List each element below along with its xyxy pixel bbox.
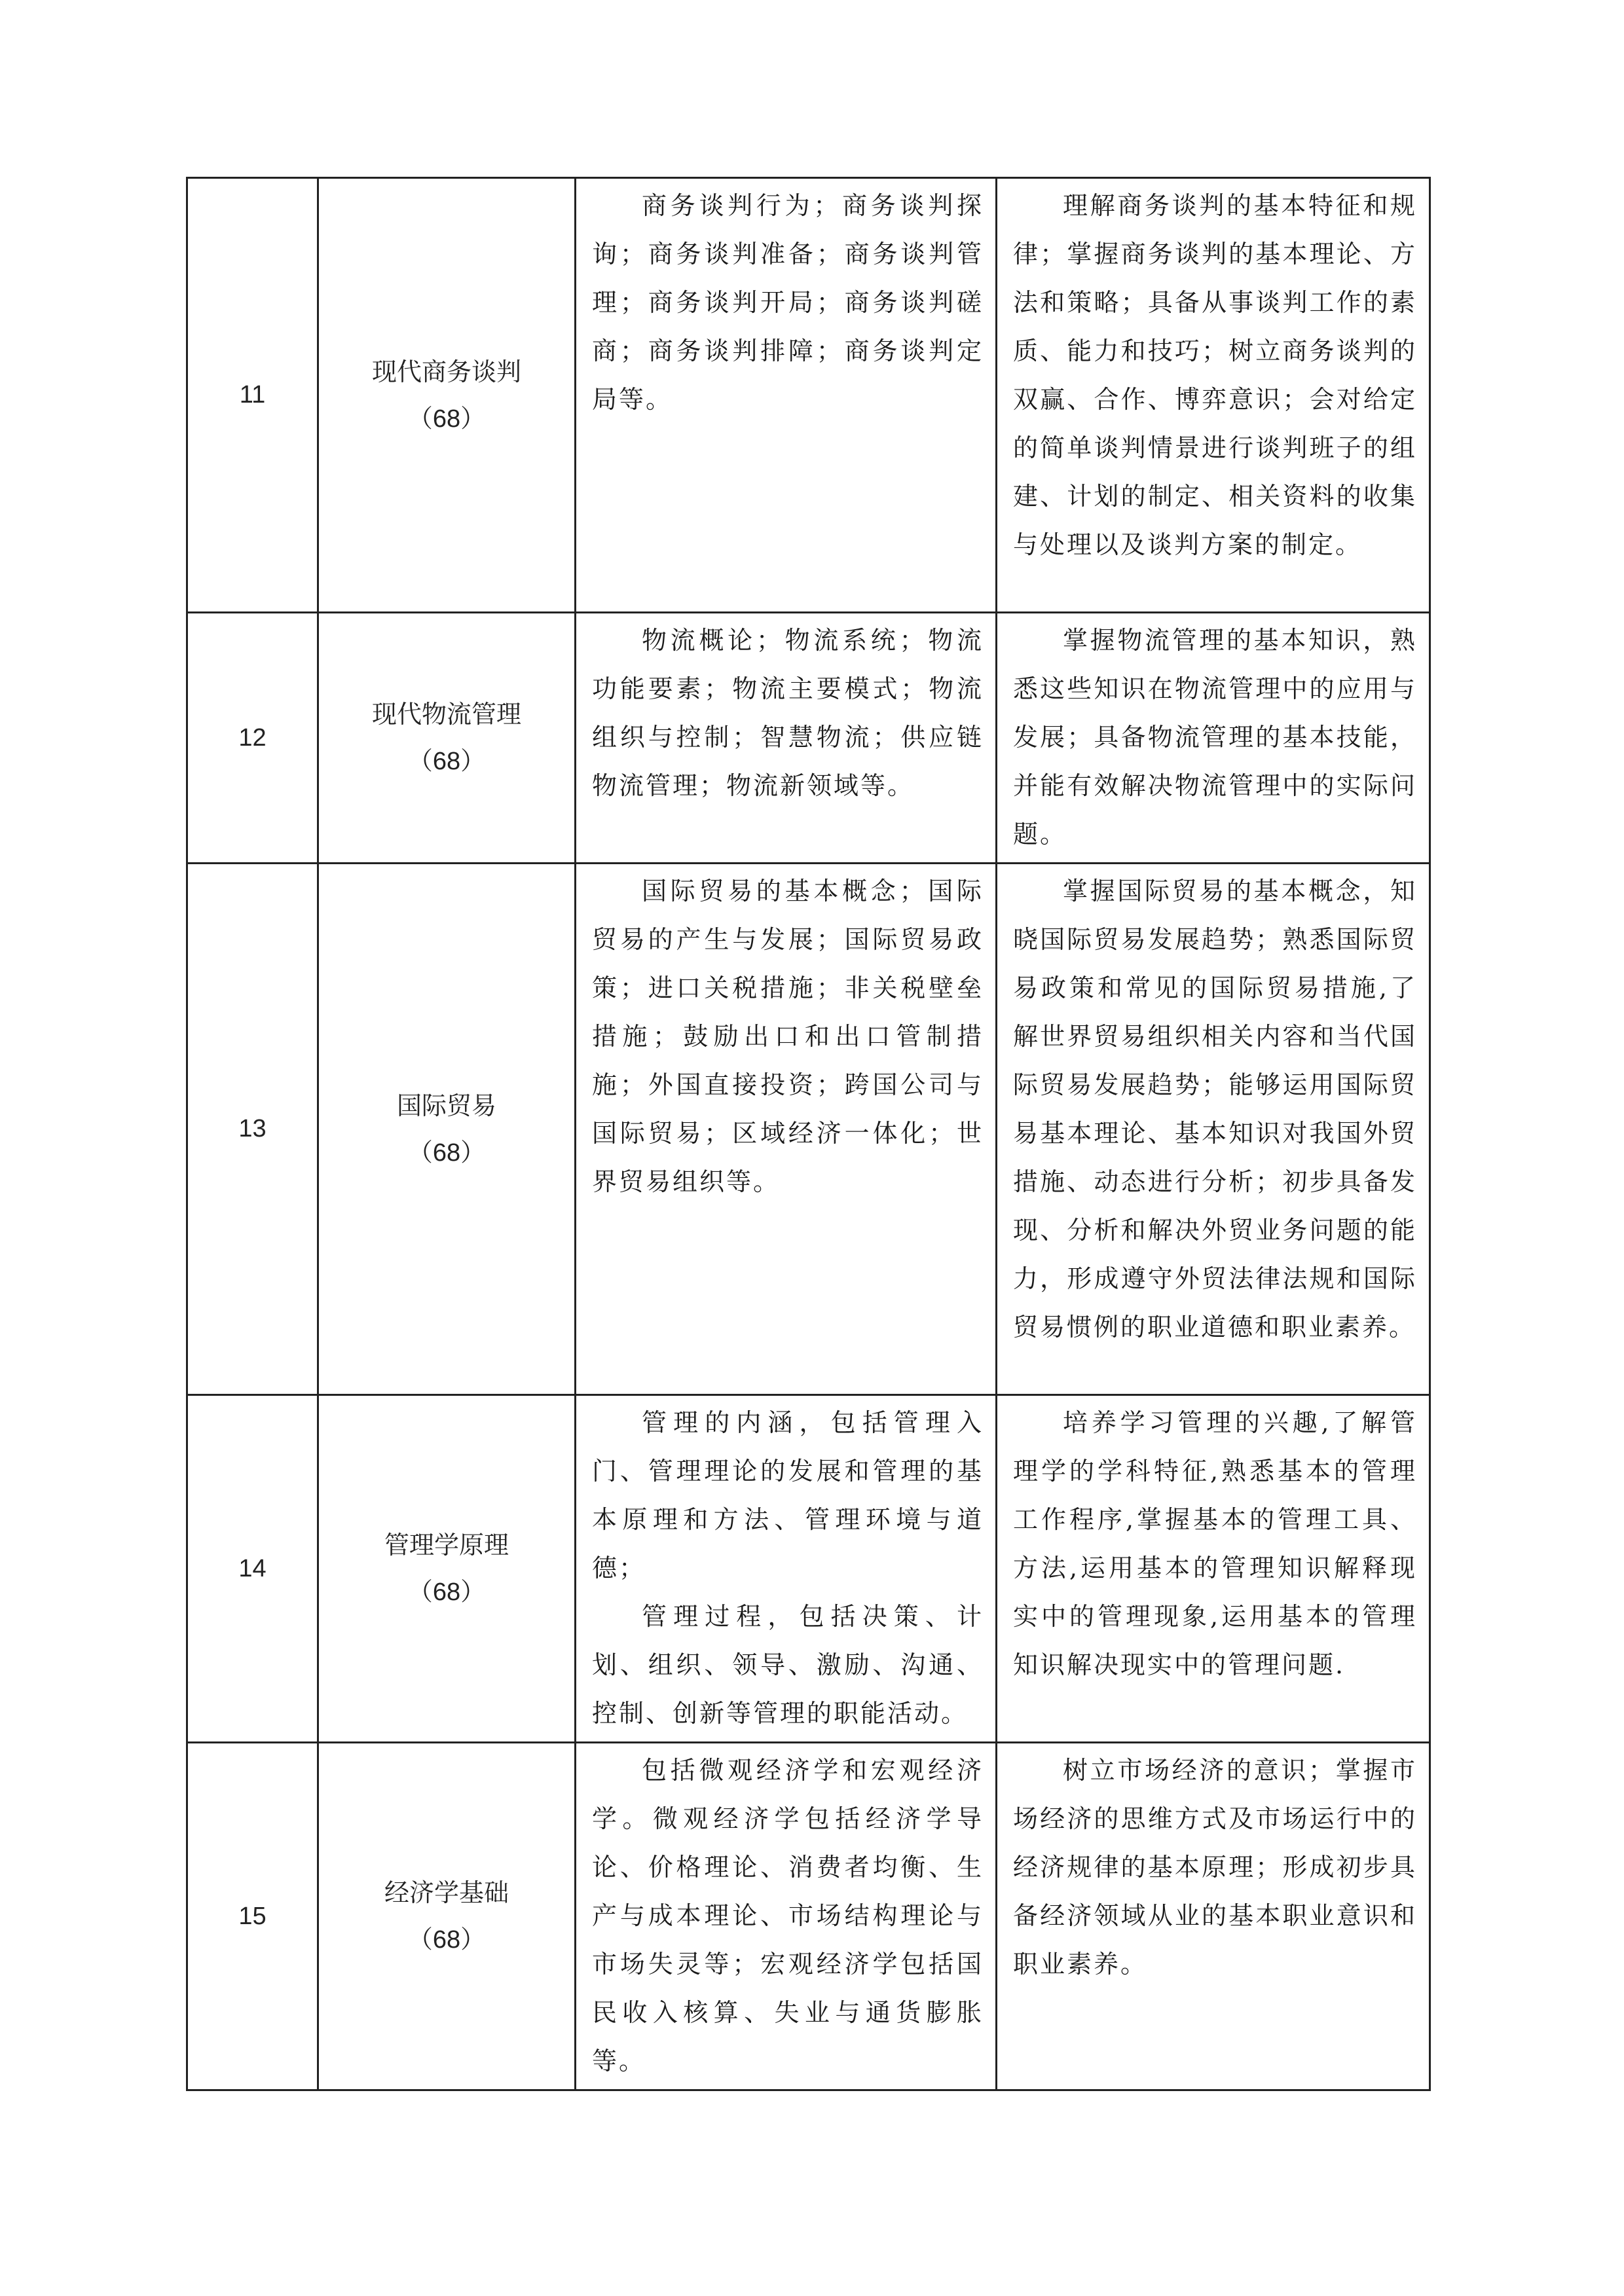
course-goal-text: 树立市场经济的意识；掌握市场经济的思维方式及市场运行中的经济规律的基本原理；形成初步具备经济领域从业的基本职业意识和职业素养。: [1013, 1756, 1417, 1978]
course-content-text: 物流概论；物流系统；物流功能要素；物流主要模式；物流组织与控制；智慧物流；供应链物流管理；物流新领域等。: [592, 626, 984, 800]
course-content-text: 包括微观经济学和宏观经济学。微观经济学包括经济学导论、价格理论、消费者均衡、生产与成本理论、市场结构理论与市场失灵等；宏观经济学包括国民收入核算、失业与通货膨胀等。: [592, 1756, 984, 2075]
course-name: 现代物流管理: [371, 700, 521, 729]
course-hours: （68）: [407, 405, 486, 433]
course-number-cell: [187, 613, 318, 864]
course-goal-text: 掌握物流管理的基本知识，熟悉这些知识在物流管理中的应用与发展；具备物流管理的基本技能，并能有效解决物流管理中的实际问题。: [1013, 626, 1417, 848]
course-number: 15: [238, 1902, 267, 1930]
course-name-cell: [318, 178, 576, 613]
course-goal-text: 培养学习管理的兴趣,了解管理学的学科特征,熟悉基本的管理工作程序,掌握基本的管理工具、方法,运用基本的管理知识解释现实中的管理现象,运用基本的管理知识解决现实中的管理问题.: [1013, 1408, 1417, 1679]
course-number-cell: [187, 1743, 318, 2090]
table-row: [187, 1743, 1430, 2090]
course-goal-text: 理解商务谈判的基本特征和规律；掌握商务谈判的基本理论、方法和策略；具备从事谈判工作的素质、能力和技巧；树立商务谈判的双赢、合作、博弈意识；会对给定的简单谈判情景进行谈判班子的组建、计划的制定、相关资料的收集与处理以及谈判方案的制定。: [1013, 191, 1417, 559]
course-number: 11: [239, 381, 266, 409]
course-number: 14: [238, 1554, 267, 1582]
course-content-cell: [576, 864, 997, 1395]
course-table: [186, 177, 1431, 2091]
course-hours: （68）: [407, 1578, 486, 1606]
table-row: [187, 178, 1430, 613]
table-row: [187, 1395, 1430, 1743]
course-goal-cell: [997, 864, 1430, 1395]
table-row: [187, 864, 1430, 1395]
course-name: 经济学基础: [384, 1878, 509, 1907]
course-name-cell: [318, 1743, 576, 2090]
course-hours: （68）: [407, 1926, 486, 1954]
course-content-text: 管理过程，包括决策、计划、组织、领导、激励、沟通、控制、创新等管理的职能活动。: [592, 1602, 984, 1728]
course-content-cell: [576, 1743, 997, 2090]
table-row: [187, 613, 1430, 864]
course-goal-cell: [997, 613, 1430, 864]
course-goal-cell: [997, 178, 1430, 613]
course-name-cell: [318, 864, 576, 1395]
course-content-cell: [576, 613, 997, 864]
course-name-cell: [318, 1395, 576, 1743]
course-content-text: 商务谈判行为；商务谈判探询；商务谈判准备；商务谈判管理；商务谈判开局；商务谈判磋商；商务谈判排障；商务谈判定局等。: [592, 191, 984, 414]
course-goal-cell: [997, 1395, 1430, 1743]
course-hours: （68）: [407, 748, 486, 775]
course-name: 现代商务谈判: [371, 357, 521, 386]
course-content-text: 管理的内涵，包括管理入门、管理理论的发展和管理的基本原理和方法、管理环境与道德；: [592, 1408, 984, 1582]
course-name-cell: [318, 613, 576, 864]
course-name: 国际贸易: [396, 1091, 496, 1120]
course-content-cell: [576, 1395, 997, 1743]
course-number-cell: [187, 864, 318, 1395]
course-content-cell: [576, 178, 997, 613]
course-goal-cell: [997, 1743, 1430, 2090]
course-number: 12: [238, 723, 267, 752]
course-number-cell: [187, 178, 318, 613]
course-number-cell: [187, 1395, 318, 1743]
course-number: 13: [238, 1115, 267, 1142]
course-content-text: 国际贸易的基本概念；国际贸易的产生与发展；国际贸易政策；进口关税措施；非关税壁垒措施；鼓励出口和出口管制措施；外国直接投资；跨国公司与国际贸易；区域经济一体化；世界贸易组织等。: [592, 877, 984, 1196]
course-name: 管理学原理: [384, 1531, 509, 1559]
course-hours: （68）: [407, 1139, 486, 1167]
course-goal-text: 掌握国际贸易的基本概念，知晓国际贸易发展趋势；熟悉国际贸易政策和常见的国际贸易措施,了解世界贸易组织相关内容和当代国际贸易发展趋势；能够运用国际贸易基本理论、基本知识对我国外贸措施、动态进行分析；初步具备发现、分析和解决外贸业务问题的能力，形成遵守外贸法律法规和国际贸易惯例的职业道德和职业素养。: [1013, 877, 1417, 1341]
